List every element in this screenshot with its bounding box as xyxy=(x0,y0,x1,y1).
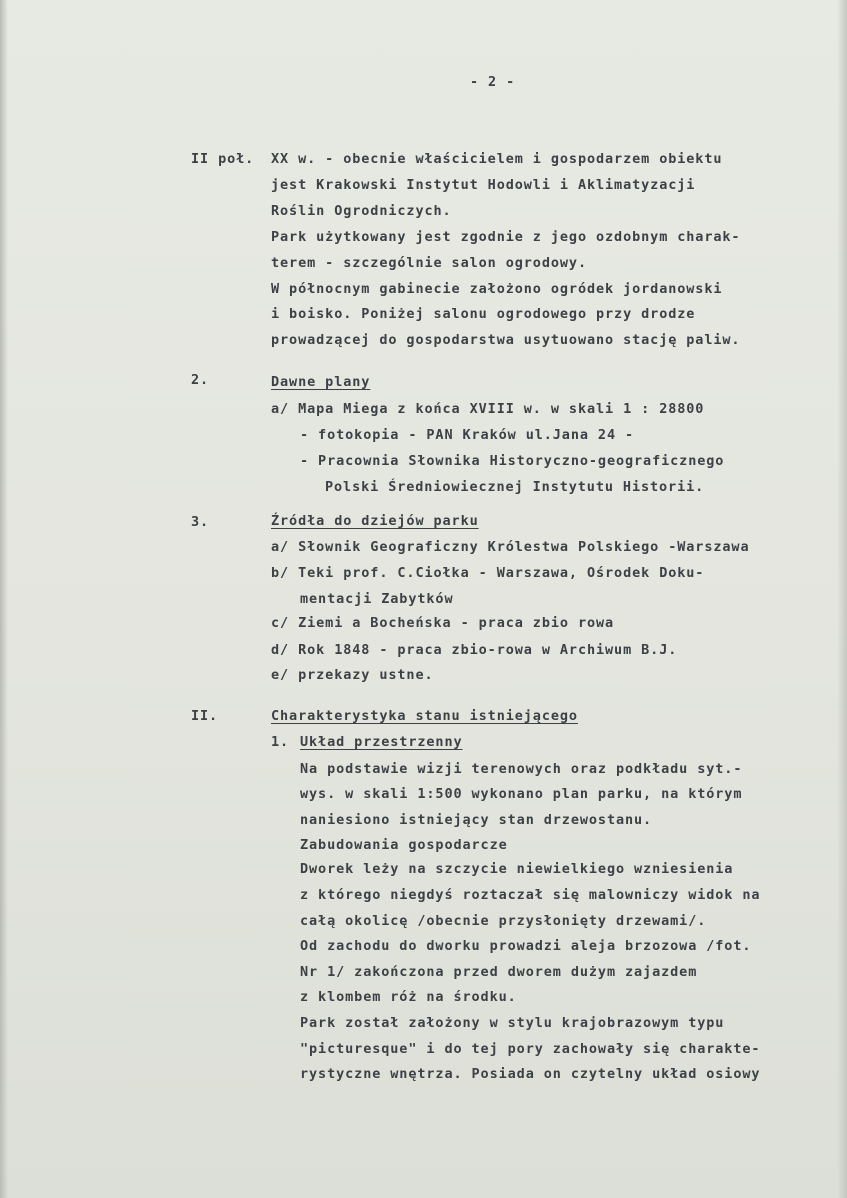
text-line: Roślin Ogrodniczych. xyxy=(271,203,452,219)
section-2-number: 2. xyxy=(191,372,210,388)
text-line: b/ Teki prof. C.Ciołka - Warszawa, Ośrodek Doku- xyxy=(271,565,705,581)
text-line: Park został założony w stylu krajobrazowym typu xyxy=(300,1015,725,1031)
text-line: Park użytkowany jest zgodnie z jego ozdobnym charak- xyxy=(271,229,741,245)
subsection-heading: Układ przestrzenny xyxy=(300,734,463,750)
text-line: i boisko. Poniżej salonu ogrodowego przy drodze xyxy=(271,306,696,322)
text-line: - fotokopia - PAN Kraków ul.Jana 24 - xyxy=(300,427,635,443)
text-line: Nr 1/ zakończona przed dworem dużym zajazdem xyxy=(300,964,698,980)
text-line: Od zachodu do dworku prowadzi aleja brzozowa /fot. xyxy=(300,938,752,954)
subsection-number: 1. xyxy=(271,734,290,750)
section-3-number: 3. xyxy=(191,514,210,530)
text-line: prowadzącej do gospodarstwa usytuowano stację paliw. xyxy=(271,332,741,348)
text-line: W północnym gabinecie założono ogródek jordanowski xyxy=(271,281,723,297)
text-line: terem - szczególnie salon ogrodowy. xyxy=(271,255,587,271)
scan-edge-left xyxy=(0,0,8,1198)
text-line: całą okolicę /obecnie przysłonięty drzewami/. xyxy=(300,913,707,929)
section-4-marker: II. xyxy=(191,708,219,724)
section-2-heading: Dawne plany xyxy=(271,374,371,390)
text-line: a/ Słownik Geograficzny Królestwa Polskiego -Warszawa xyxy=(271,539,750,555)
text-line: Dworek leży na szczycie niewielkiego wzniesienia xyxy=(300,861,734,877)
text-line: Zabudowania gospodarcze xyxy=(300,837,508,853)
text-line: Na podstawie wizji terenowych oraz podkładu syt.- xyxy=(300,761,743,777)
text-line: z klombem róż na środku. xyxy=(300,989,517,1005)
section-3-heading: Źródła do dziejów parku xyxy=(271,513,479,529)
text-line: wys. w skali 1:500 wykonano plan parku, na którym xyxy=(300,786,743,802)
text-line: z którego niegdyś roztaczał się malowniczy widok na xyxy=(300,887,761,903)
page-number: - 2 - xyxy=(470,74,516,90)
text-line: - Pracownia Słownika Historyczno-geograficznego xyxy=(300,453,725,469)
section-1-marker: II poł. xyxy=(191,151,255,167)
text-line: naniesiono istniejący stan drzewostanu. xyxy=(300,812,653,828)
text-line: mentacji Zabytków xyxy=(300,591,454,607)
text-line: a/ Mapa Miega z końca XVIII w. w skali 1 : 28800 xyxy=(271,401,705,417)
text-line: jest Krakowski Instytut Hodowli i Aklimatyzacji xyxy=(271,177,696,193)
text-line: rystyczne wnętrza. Posiada on czytelny układ osiowy xyxy=(300,1066,761,1082)
section-4-heading: Charakterystyka stanu istniejącego xyxy=(271,708,578,724)
text-line: c/ Ziemi a Bocheńska - praca zbio rowa xyxy=(271,615,615,631)
text-line: "picturesque" i do tej pory zachowały się charakte- xyxy=(300,1041,761,1057)
text-line: e/ przekazy ustne. xyxy=(271,667,434,683)
text-line: Polski Średniowiecznej Instytutu Historii. xyxy=(325,479,705,495)
scan-edge-right xyxy=(837,0,847,1198)
text-line: XX w. - obecnie właścicielem i gospodarzem obiektu xyxy=(271,151,723,167)
text-line: d/ Rok 1848 - praca zbio-rowa w Archiwum B.J. xyxy=(271,642,678,658)
